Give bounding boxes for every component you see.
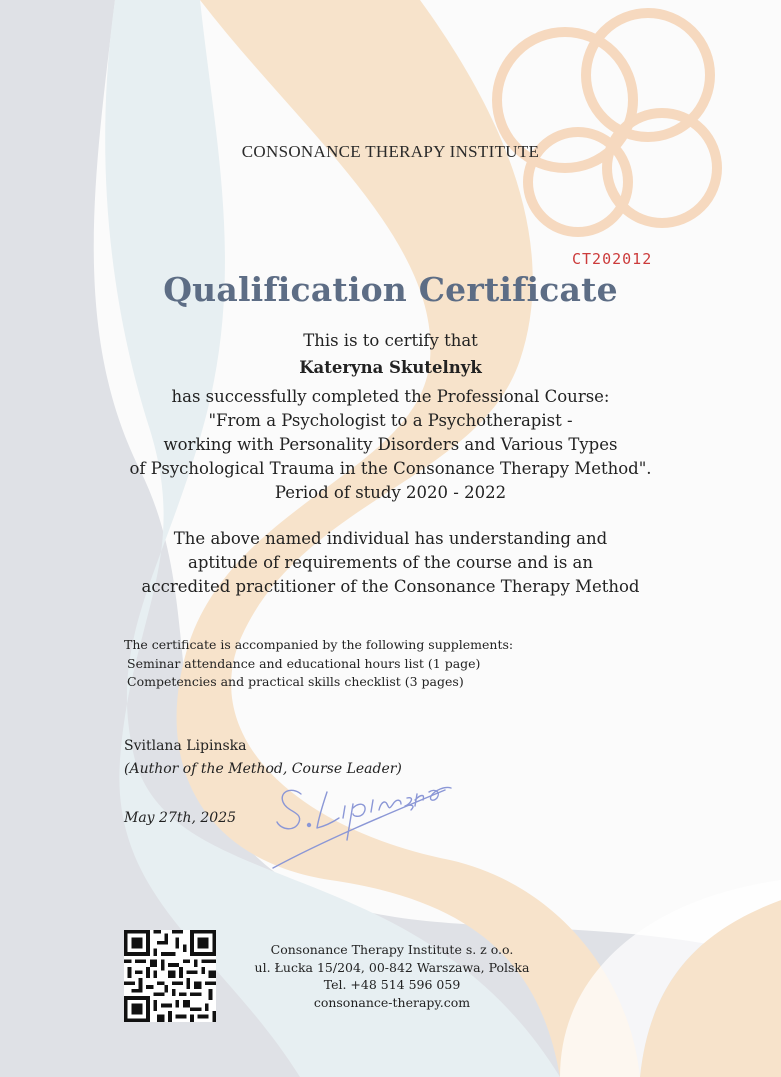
supplement-item: Seminar attendance and educational hours list (1 page) xyxy=(127,656,481,671)
completion-line: has successfully completed the Professional Course: xyxy=(171,387,610,406)
handwritten-signature xyxy=(265,770,455,880)
qr-code-icon xyxy=(124,930,216,1022)
completion-line: "From a Psychologist to a Psychotherapist - xyxy=(208,411,573,430)
footer-phone: Tel. +48 514 596 059 xyxy=(323,977,461,992)
completion-line: of Psychological Trauma in the Consonance Therapy Method". xyxy=(129,459,652,478)
footer-company: Consonance Therapy Institute s. z o.o. xyxy=(270,942,514,957)
certificate-id: CT202012 xyxy=(572,250,653,268)
accreditation-line: accredited practitioner of the Consonance Therapy Method xyxy=(141,577,640,596)
accreditation-line: The above named individual has understanding and xyxy=(173,529,608,548)
supplement-item: Competencies and practical skills checklist (3 pages) xyxy=(127,674,464,689)
institute-name: CONSONANCE THERAPY INSTITUTE xyxy=(241,142,540,161)
recipient-name: Kateryna Skutelnyk xyxy=(299,358,482,377)
issue-date: May 27th, 2025 xyxy=(124,810,237,826)
certificate-title: Qualification Certificate xyxy=(163,270,618,309)
intro-text: This is to certify that xyxy=(303,331,478,350)
supplements-heading: The certificate is accompanied by the following supplements: xyxy=(124,637,514,652)
accreditation-line: aptitude of requirements of the course and is an xyxy=(187,553,593,572)
footer-address: ul. Łucka 15/204, 00-842 Warszawa, Polska xyxy=(254,960,530,975)
completion-line: working with Personality Disorders and Various Types xyxy=(163,435,618,454)
signatory-role: (Author of the Method, Course Leader) xyxy=(124,761,402,777)
study-period: Period of study 2020 - 2022 xyxy=(274,483,507,502)
signatory-name: Svitlana Lipinska xyxy=(124,738,247,754)
footer-website: consonance-therapy.com xyxy=(313,995,471,1010)
